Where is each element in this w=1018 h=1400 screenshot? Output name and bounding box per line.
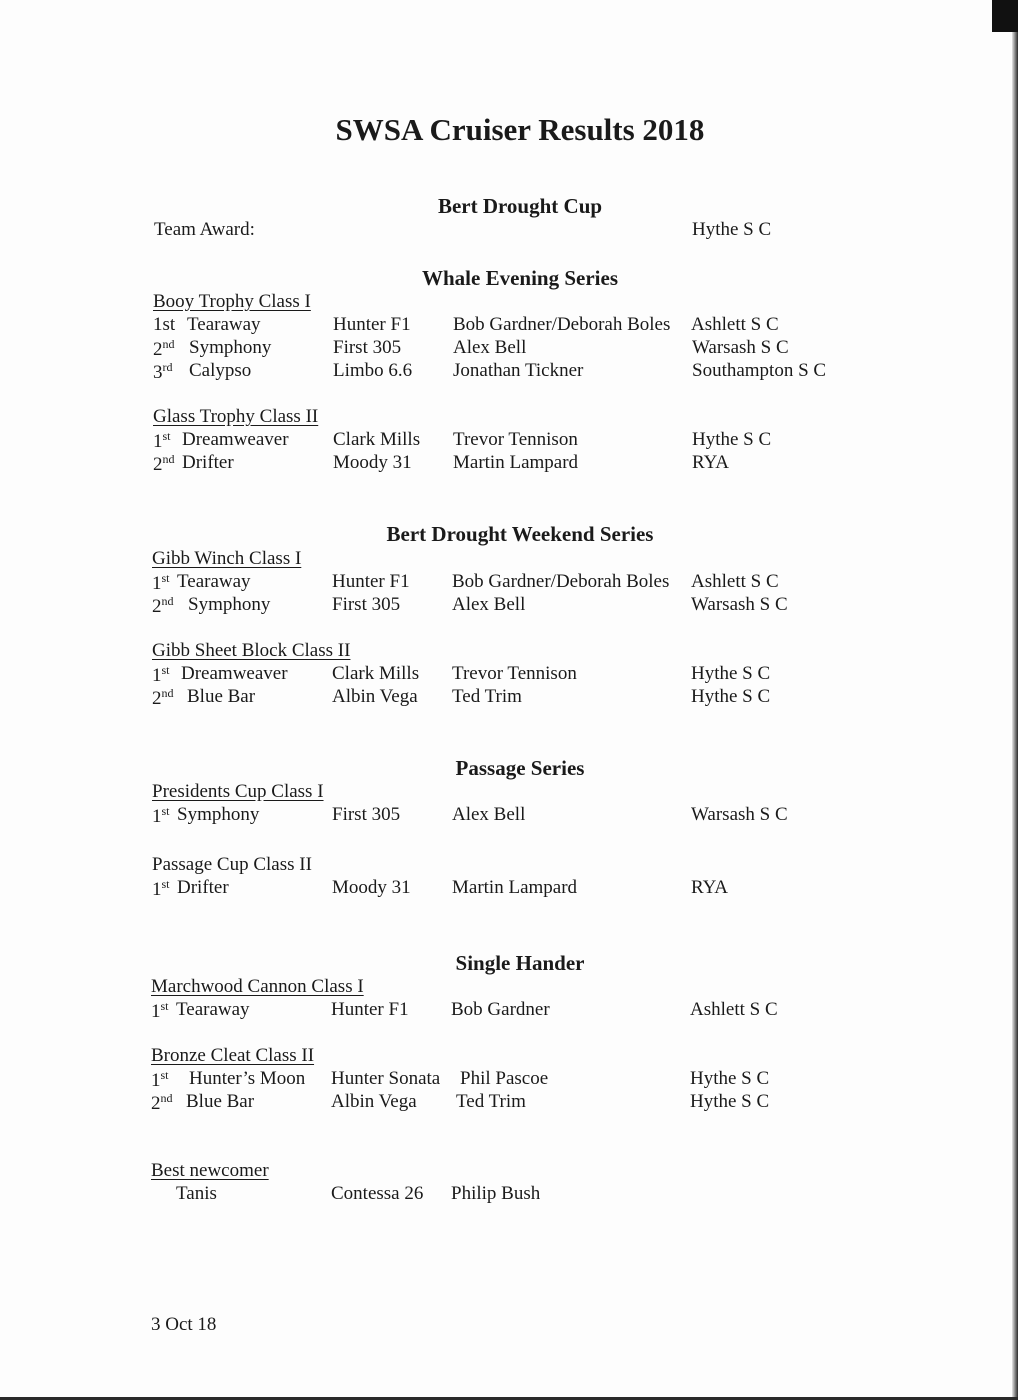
club-name: Hythe S C xyxy=(690,1068,770,1089)
section-heading-bert-drought-cup: Bert Drought Cup xyxy=(437,194,603,218)
section-heading-whale-evening: Whale Evening Series xyxy=(421,266,618,290)
class-title-best-newcomer: Best newcomer xyxy=(151,1160,269,1181)
boat-design: Hunter F1 xyxy=(333,314,411,335)
club-name: Ashlett S C xyxy=(690,999,778,1020)
position: 2nd xyxy=(153,452,175,475)
skipper-name: Bob Gardner/Deborah Boles xyxy=(452,571,670,592)
club-name: Warsash S C xyxy=(692,337,789,358)
position: 1st xyxy=(153,314,176,335)
result-row xyxy=(0,1068,1018,1092)
skipper-name: Ted Trim xyxy=(456,1091,526,1112)
result-row xyxy=(0,594,1018,618)
team-award-club: Hythe S C xyxy=(692,219,772,240)
club-name: Ashlett S C xyxy=(691,571,779,592)
result-row xyxy=(0,686,1018,710)
boat-name: Tearaway xyxy=(187,314,261,335)
boat-name: Drifter xyxy=(182,452,234,473)
scan-corner xyxy=(992,0,1018,32)
club-name: Hythe S C xyxy=(692,429,772,450)
skipper-name: Alex Bell xyxy=(453,337,527,358)
position: 1st xyxy=(152,877,170,900)
skipper-name: Alex Bell xyxy=(452,594,526,615)
boat-name: Drifter xyxy=(177,877,229,898)
boat-name: Tanis xyxy=(176,1183,217,1204)
position: 2nd xyxy=(151,1091,173,1114)
boat-design: Albin Vega xyxy=(331,1091,417,1112)
boat-design: Albin Vega xyxy=(332,686,418,707)
boat-design: Moody 31 xyxy=(332,877,411,898)
result-row xyxy=(0,663,1018,687)
skipper-name: Bob Gardner/Deborah Boles xyxy=(453,314,671,335)
position: 1st xyxy=(152,663,170,686)
club-name: RYA xyxy=(692,452,729,473)
class-title-gibb-sheet-block: Gibb Sheet Block Class II xyxy=(152,640,351,661)
position: 1st xyxy=(152,571,170,594)
class-title-booy-trophy: Booy Trophy Class I xyxy=(153,291,311,312)
section-heading-weekend-series: Bert Drought Weekend Series xyxy=(386,522,654,546)
boat-design: First 305 xyxy=(332,804,401,825)
result-row xyxy=(0,452,1018,476)
page-title: SWSA Cruiser Results 2018 xyxy=(335,112,705,147)
team-award-label: Team Award: xyxy=(154,219,255,240)
position: 2nd xyxy=(152,594,174,617)
position: 2nd xyxy=(153,337,175,360)
club-name: Ashlett S C xyxy=(691,314,779,335)
document-date: 3 Oct 18 xyxy=(151,1314,217,1335)
boat-name: Dreamweaver xyxy=(182,429,289,450)
skipper-name: Phil Pascoe xyxy=(460,1068,549,1089)
skipper-name: Trevor Tennison xyxy=(453,429,578,450)
result-row xyxy=(0,1091,1018,1115)
skipper-name: Bob Gardner xyxy=(451,999,550,1020)
boat-name: Calypso xyxy=(189,360,252,381)
boat-name: Tearaway xyxy=(176,999,250,1020)
skipper-name: Martin Lampard xyxy=(453,452,579,473)
boat-design: Clark Mills xyxy=(333,429,421,450)
class-title-marchwood-cannon: Marchwood Cannon Class I xyxy=(151,976,364,997)
boat-design: Limbo 6.6 xyxy=(333,360,413,381)
result-row xyxy=(0,571,1018,595)
result-row xyxy=(0,1183,1018,1207)
boat-name: Blue Bar xyxy=(186,1091,255,1112)
boat-design: Contessa 26 xyxy=(331,1183,424,1204)
class-title-glass-trophy: Glass Trophy Class II xyxy=(153,406,319,427)
boat-design: Moody 31 xyxy=(333,452,412,473)
skipper-name: Philip Bush xyxy=(451,1183,541,1204)
section-heading-passage-series: Passage Series xyxy=(455,756,585,780)
club-name: Southampton S C xyxy=(692,360,827,381)
class-title-gibb-winch: Gibb Winch Class I xyxy=(152,548,302,569)
section-heading-single-hander: Single Hander xyxy=(455,951,585,975)
club-name: Hythe S C xyxy=(691,686,771,707)
boat-design: Clark Mills xyxy=(332,663,420,684)
boat-name: Symphony xyxy=(188,594,271,615)
boat-design: First 305 xyxy=(333,337,402,358)
boat-design: First 305 xyxy=(332,594,401,615)
result-row xyxy=(0,877,1018,901)
result-row xyxy=(0,999,1018,1023)
club-name: RYA xyxy=(691,877,728,898)
boat-design: Hunter Sonata xyxy=(331,1068,441,1089)
club-name: Warsash S C xyxy=(691,594,788,615)
result-row xyxy=(0,337,1018,361)
skipper-name: Jonathan Tickner xyxy=(453,360,584,381)
boat-design: Hunter F1 xyxy=(332,571,410,592)
result-row xyxy=(0,804,1018,828)
class-title-presidents-cup: Presidents Cup Class I xyxy=(152,781,324,802)
club-name: Hythe S C xyxy=(690,1091,770,1112)
boat-name: Hunter’s Moon xyxy=(189,1068,306,1089)
class-title-passage-cup: Passage Cup Class II xyxy=(152,854,312,875)
club-name: Warsash S C xyxy=(691,804,788,825)
class-title-bronze-cleat: Bronze Cleat Class II xyxy=(151,1045,315,1066)
boat-name: Dreamweaver xyxy=(181,663,288,684)
boat-name: Blue Bar xyxy=(187,686,256,707)
club-name: Hythe S C xyxy=(691,663,771,684)
position: 1st xyxy=(151,999,169,1022)
boat-name: Symphony xyxy=(189,337,272,358)
position: 1st xyxy=(152,804,170,827)
skipper-name: Martin Lampard xyxy=(452,877,578,898)
position: 3rd xyxy=(153,360,173,383)
boat-name: Tearaway xyxy=(177,571,251,592)
skipper-name: Ted Trim xyxy=(452,686,522,707)
boat-design: Hunter F1 xyxy=(331,999,409,1020)
position: 2nd xyxy=(152,686,174,709)
skipper-name: Alex Bell xyxy=(452,804,526,825)
result-row xyxy=(0,360,1018,384)
skipper-name: Trevor Tennison xyxy=(452,663,577,684)
result-row xyxy=(0,314,1018,338)
position: 1st xyxy=(153,429,171,452)
result-row xyxy=(0,429,1018,453)
team-award-row xyxy=(0,219,1018,243)
position: 1st xyxy=(151,1068,169,1091)
boat-name: Symphony xyxy=(177,804,260,825)
